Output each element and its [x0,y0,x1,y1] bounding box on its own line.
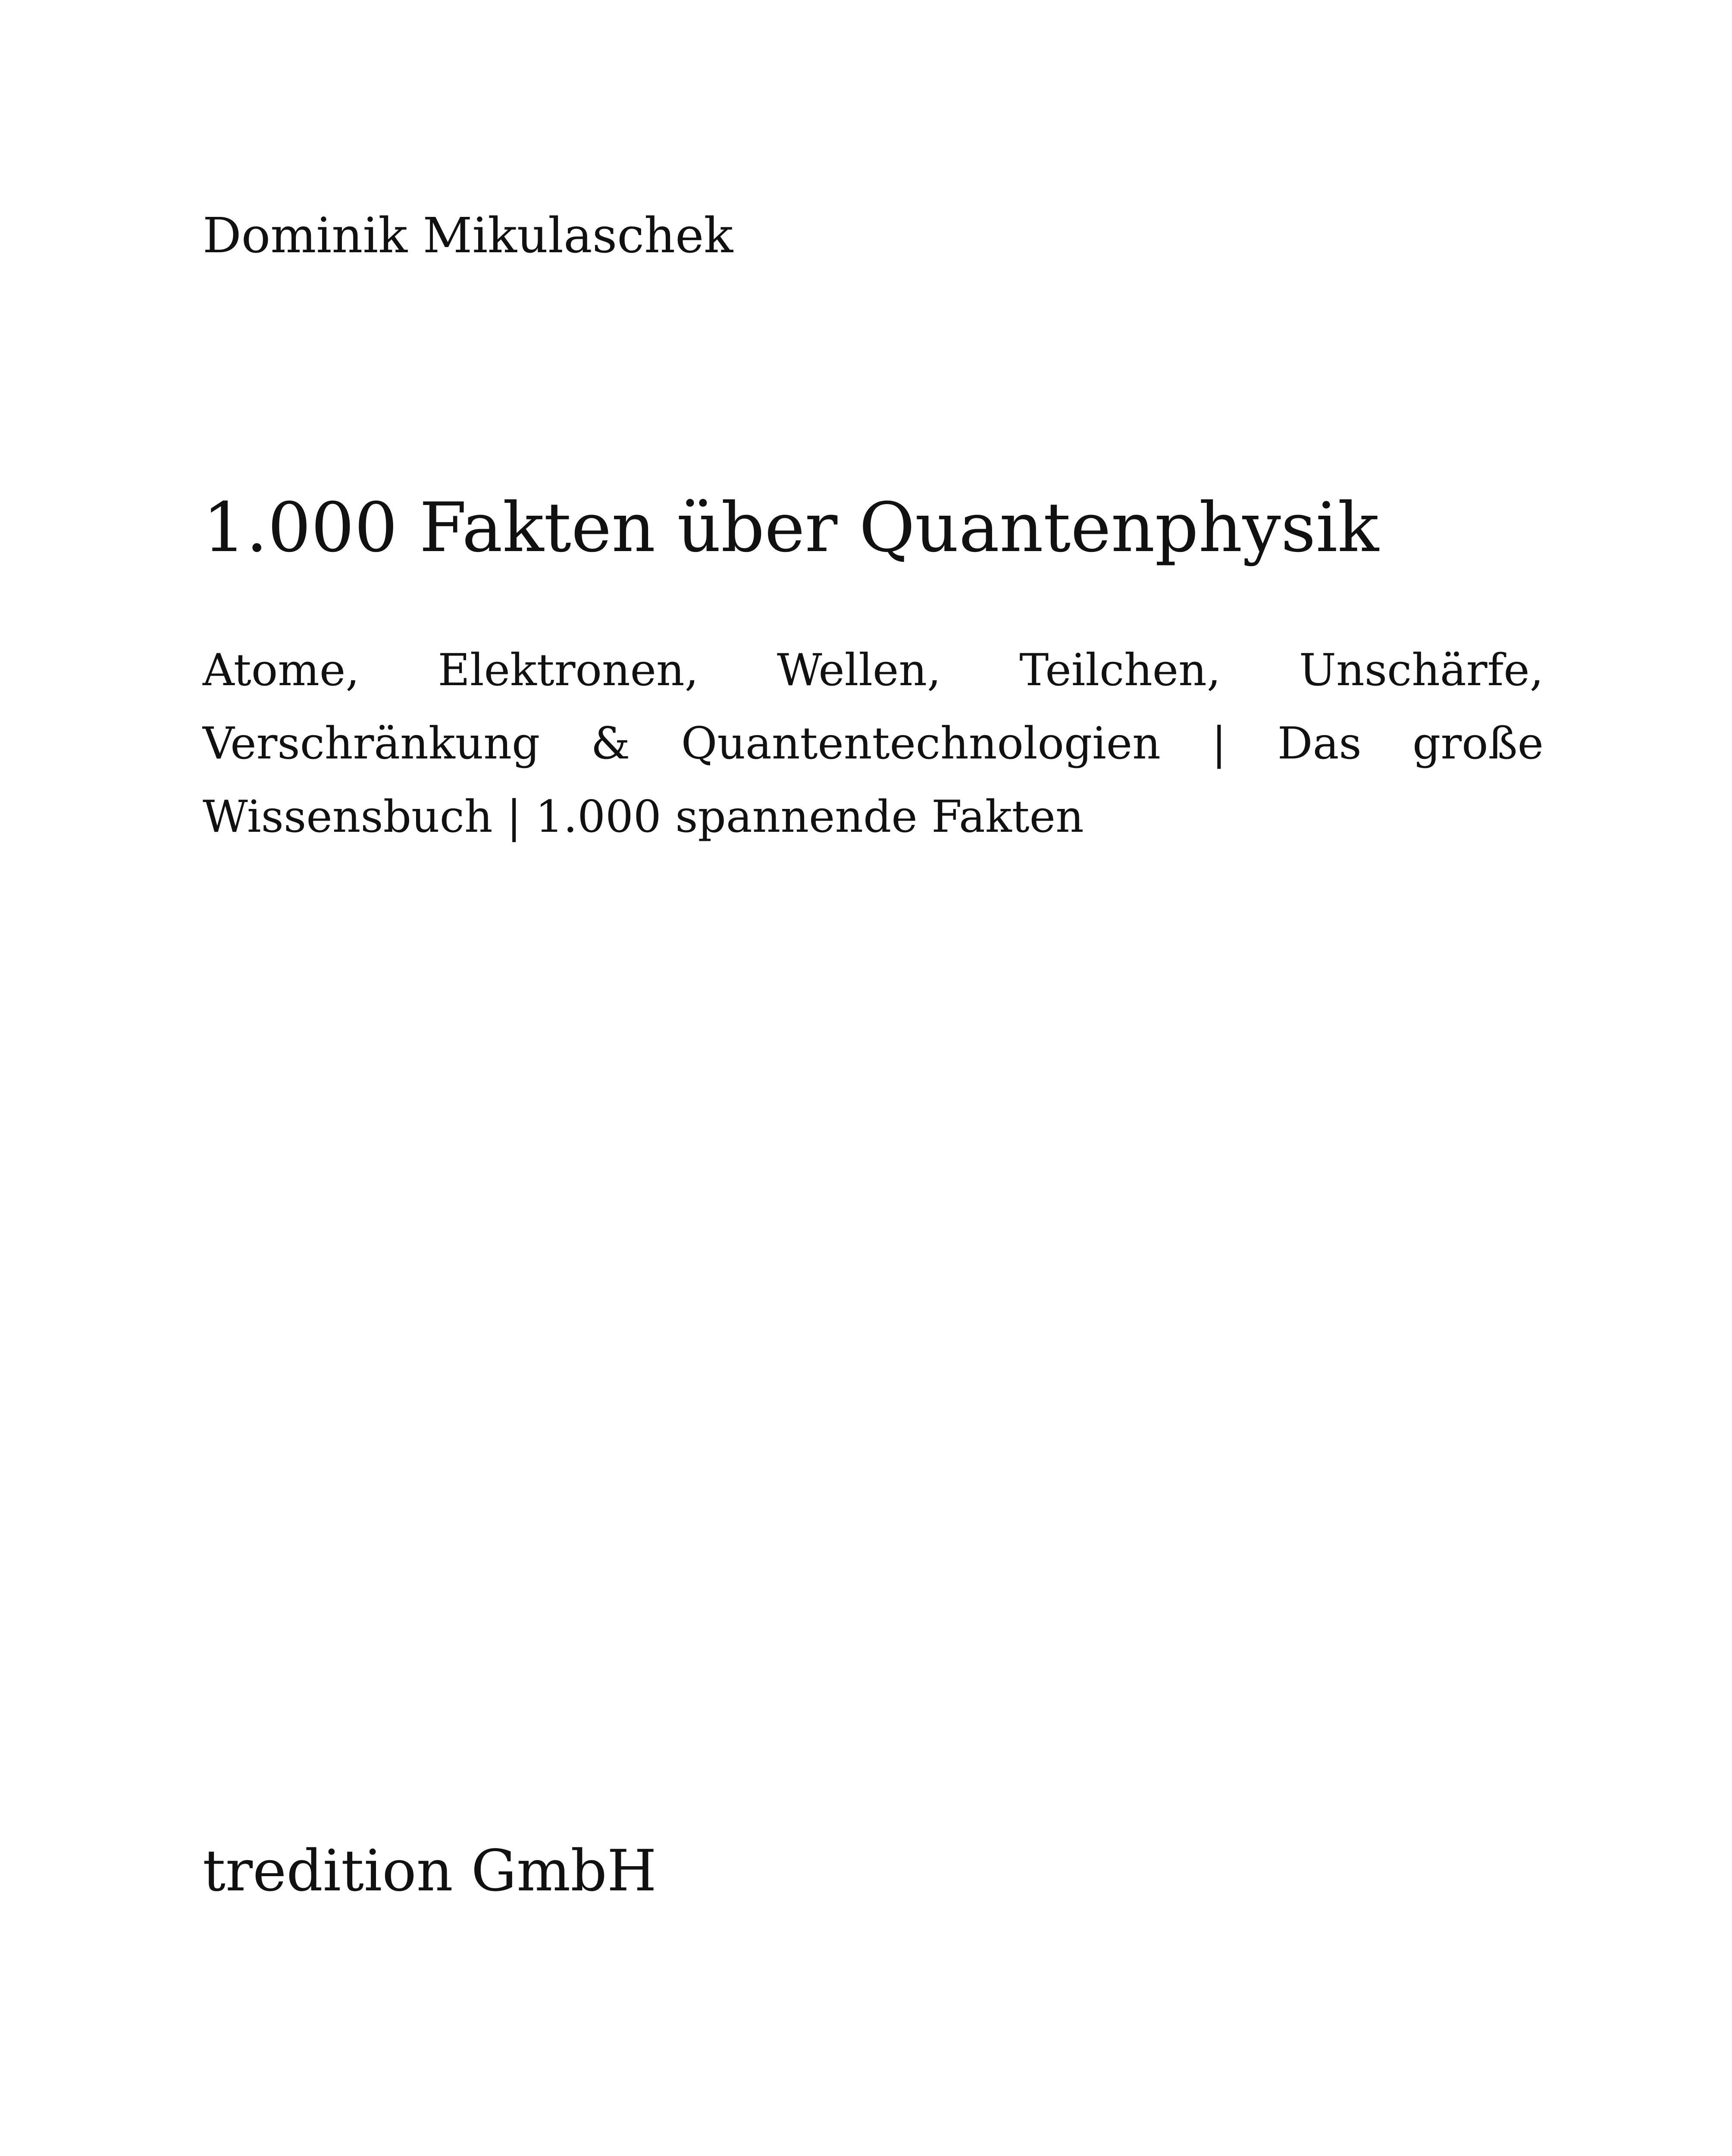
publisher-name: tredition GmbH [203,1838,657,1904]
book-title: 1.000 Fakten über Quantenphysik [203,488,1379,567]
book-subtitle: Atome, Elektronen, Wellen, Teilchen, Unschärfe, Verschränkung & Quantentechnologien | Das große Wissensbuch | 1.000 spannende Fakten [203,645,1544,843]
author-name: Dominik Mikulaschek [203,208,733,264]
